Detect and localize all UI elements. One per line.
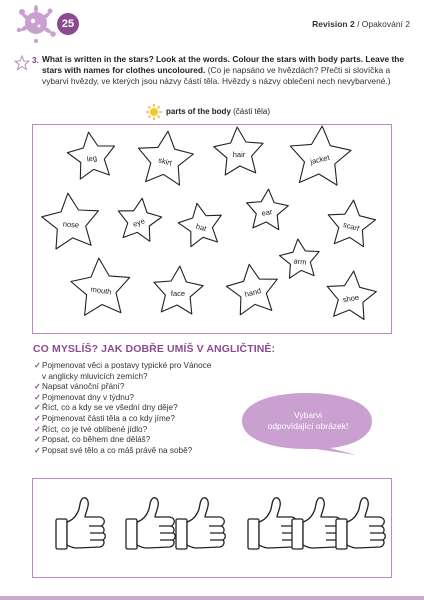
task-instruction-czech: (Co je napsáno ve hvězdách? Přečti si slovíčka a vybarvi hvězdy, ve kterých jsou názvy částí těla. Hvězdy s názvy oblečení nech nevybarvené.) <box>42 64 391 86</box>
star-word: leg <box>86 153 98 164</box>
checklist-item-text: Pojmenovat věci a postavy typické pro Vánoce v anglicky mluvicích zemích? <box>42 361 212 381</box>
checklist-item-text: Říct, co je tvé oblíbené jídlo? <box>42 424 148 434</box>
checklist-item <box>34 435 244 446</box>
star-word: hand <box>243 286 263 299</box>
thumbs-up-icon[interactable] <box>53 493 109 553</box>
star-word: nose <box>62 219 80 230</box>
star-word: face <box>170 289 186 298</box>
checklist-item <box>34 382 244 393</box>
category-name: parts of the body <box>166 107 231 116</box>
star-word: hat <box>194 221 208 234</box>
revision-czech: Opakování 2 <box>361 19 410 29</box>
stars-canvas <box>33 125 391 333</box>
checklist-item-text: Popsat své tělo a co máš právě na sobě? <box>42 445 193 455</box>
category-czech: (části těla) <box>233 107 271 116</box>
stars-panel <box>32 124 392 334</box>
speech-bubble-text: Vybarvi odpovídající obrázek! <box>267 410 349 431</box>
checklist-item <box>34 414 244 425</box>
star-word: hair <box>232 150 246 159</box>
self-assessment-title: CO MYSLÍŠ? JAK DOBŘE UMÍŠ V ANGLIČTINĚ: <box>33 343 276 355</box>
task-instruction <box>42 54 410 86</box>
paint-splat-icon <box>12 4 58 44</box>
checklist-item <box>34 446 244 457</box>
checklist-item-text: Pojmenovat části těla a co kdy jíme? <box>42 413 175 423</box>
thumbs-up-icon[interactable] <box>123 493 179 553</box>
revision-title: Revision 2 <box>312 19 355 29</box>
checklist-item <box>34 393 244 404</box>
thumbs-up-icon[interactable] <box>173 493 229 553</box>
checkmark-icon: ✓ <box>34 435 41 445</box>
category-label <box>166 107 270 116</box>
checklist-item <box>34 425 244 436</box>
star-word: scarf <box>342 219 361 234</box>
bottom-strip <box>0 596 424 600</box>
task-star-icon <box>14 55 30 71</box>
star-word: jacket <box>309 152 331 167</box>
star-word: eye <box>131 216 147 229</box>
star-word: shoe <box>342 292 360 305</box>
checklist-item-text: Říct, co a kdy se ve všední dny děje? <box>42 403 178 413</box>
task-instruction-english: What is written in the stars? Look at the words. Colour the stars with body parts. Leave the stars with names for clothes uncoloured. <box>42 54 405 75</box>
checklist-item <box>34 361 244 382</box>
thumbs-up-icon[interactable] <box>333 493 389 553</box>
checklist-item-text: Napsat vánoční přání? <box>42 382 125 392</box>
sun-icon <box>145 103 163 121</box>
checkmark-icon: ✓ <box>34 382 41 392</box>
star-word: ear <box>260 207 274 218</box>
task-number: 3. <box>32 56 39 65</box>
star-word: arm <box>293 256 307 267</box>
checkmark-icon: ✓ <box>34 403 41 413</box>
checkmark-icon: ✓ <box>34 445 41 455</box>
checklist <box>34 361 244 456</box>
revision-label: Revision 2 / Opakování 2 <box>312 19 410 29</box>
star-word: skirt <box>157 155 173 168</box>
star-word: mouth <box>90 284 113 297</box>
checkmark-icon: ✓ <box>34 361 41 370</box>
page-number-badge: 25 <box>57 13 79 35</box>
checklist-item-text: Pojmenovat dny v týdnu? <box>42 392 134 402</box>
checkmark-icon: ✓ <box>34 413 41 423</box>
thumbs-panel[interactable] <box>32 478 392 578</box>
checkmark-icon: ✓ <box>34 424 41 434</box>
checklist-item <box>34 403 244 414</box>
checklist-item-text: Popsat, co během dne děláš? <box>42 435 151 445</box>
checkmark-icon: ✓ <box>34 392 41 402</box>
